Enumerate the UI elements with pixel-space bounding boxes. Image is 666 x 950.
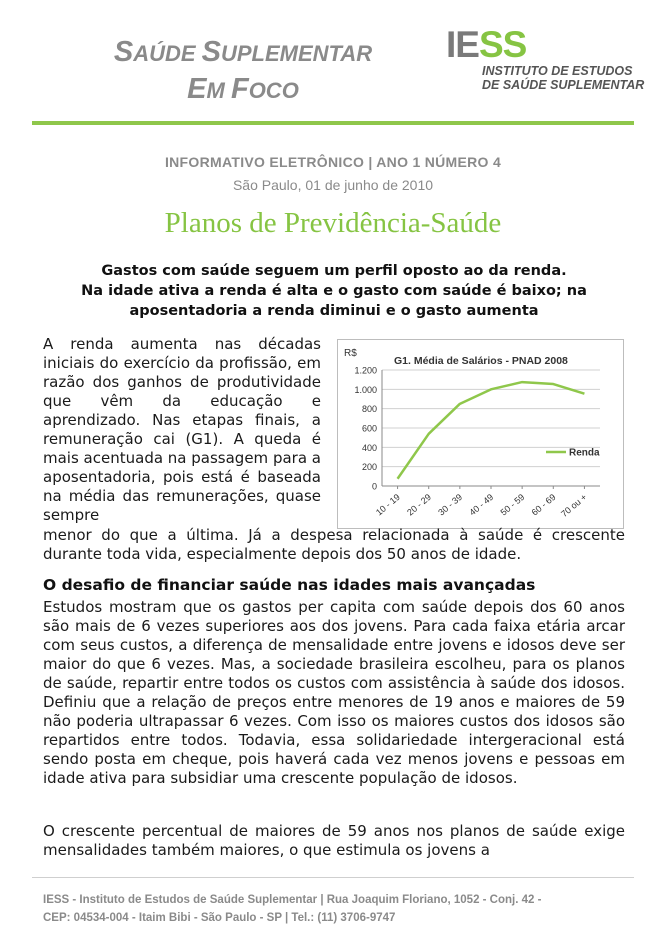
chart-ytick-label: 600: [361, 423, 377, 434]
logo-line-1: INSTITUTO DE ESTUDOS: [482, 64, 633, 78]
issue-date: São Paulo, 01 de junho de 2010: [232, 177, 434, 193]
chart-ytick-label: 0: [371, 481, 377, 492]
chart-ytick-label: 1.000: [354, 384, 377, 395]
subtitle: [54, 261, 614, 321]
paragraph-1-continued: menor do que a última. Já a despesa relacionada à saúde é crescente durante toda vida, especialmente depois dos 50 anos de idade.: [43, 526, 625, 563]
chart-xtick-label: 50 - 59: [498, 491, 527, 518]
paragraph-3: O crescente percentual de maiores de 59 anos nos planos de saúde exige mensalidades também maiores, o que estimula os jovens a: [43, 822, 625, 859]
chart-ytick-label: 1.200: [354, 365, 377, 376]
chart-ytick-label: 200: [361, 462, 377, 473]
paragraph-2: Estudos mostram que os gastos per capita com saúde depois dos 60 anos são mais de 6 vezes superiores aos dos jovens. Para cada faixa etária arcar com seus custos, a diferença de mensalidade entre jovens e idosos deve ser maior do que 6 vezes. Mas, a sociedade brasileira escolheu, para os planos de saúde, repartir entre todos os custos com assistência à saúde dos idosos. Definiu que a relação de preços entre menores de 19 anos e maiores de 59 não poderia ultrapassar 6 vezes. Com isso os maiores custos dos idosos são repartidos entre todos. Todavia, essa solidariedade intergeracional está sendo posta em cheque, pois haverá cada vez menos jovens e pessoas em idade ativa para subsidiar uma crescente população de idosos.: [43, 598, 625, 787]
chart-xtick-label: 60 - 69: [529, 491, 558, 518]
footer-line-2: CEP: 04534-004 - Itaim Bibi - São Paulo - SP | Tel.: (11) 3706-9747: [43, 912, 396, 924]
chart-xtick-label: 40 - 49: [467, 491, 496, 518]
chart-series-line: [398, 382, 585, 479]
chart-xtick-label: 70 ou +: [559, 491, 589, 519]
chart-ylabel: R$: [344, 348, 357, 359]
footer: [43, 891, 643, 927]
footer-divider: [32, 877, 634, 878]
logo-line-2: DE SAÚDE SUPLEMENTAR: [482, 78, 645, 92]
chart-ytick-label: 800: [361, 404, 377, 415]
subtitle-line-2: Na idade ativa a renda é alta e o gasto com saúde é baixo; na: [81, 283, 587, 299]
chart-ytick-label: 400: [361, 442, 377, 453]
page-title: Planos de Previdência-Saúde: [164, 207, 502, 239]
iess-logo: [446, 26, 646, 92]
publication-title: SAÚDE SUPLEMENTAR EM FOCO: [113, 36, 373, 105]
header: [0, 0, 666, 128]
subtitle-line-3: aposentadoria a renda diminui e o gasto aumenta: [129, 303, 539, 319]
iess-logo-mark: IESS: [446, 24, 527, 65]
chart-xtick-label: 30 - 39: [436, 491, 465, 518]
header-divider: [32, 121, 634, 125]
paragraph-1: A renda aumenta nas décadas iniciais do exercício da profissão, em razão dos ganhos de produtividade que vêm da educação e aprendizado. Nas etapas finais, a remuneração cai (G1). A queda é mais acentuada na passagem para a aposentadoria, pois está é baseada na média das remunerações, quase sempre: [43, 335, 321, 524]
salary-chart-svg: [338, 340, 625, 530]
salary-chart: [337, 339, 624, 529]
chart-legend-label: Renda: [569, 447, 600, 459]
issue-info: INFORMATIVO ELETRÔNICO | ANO 1 NÚMERO 4: [164, 154, 502, 170]
footer-line-1: IESS - Instituto de Estudos de Saúde Suplementar | Rua Joaquim Floriano, 1052 - Conj. 42 -: [43, 894, 542, 906]
subtitle-line-1: Gastos com saúde seguem um perfil oposto ao da renda.: [101, 263, 567, 279]
section-heading: O desafio de financiar saúde nas idades mais avançadas: [43, 576, 536, 594]
chart-title: G1. Média de Salários - PNAD 2008: [394, 355, 568, 367]
chart-xtick-label: 10 - 19: [373, 491, 402, 518]
chart-xtick-label: 20 - 29: [405, 491, 433, 518]
